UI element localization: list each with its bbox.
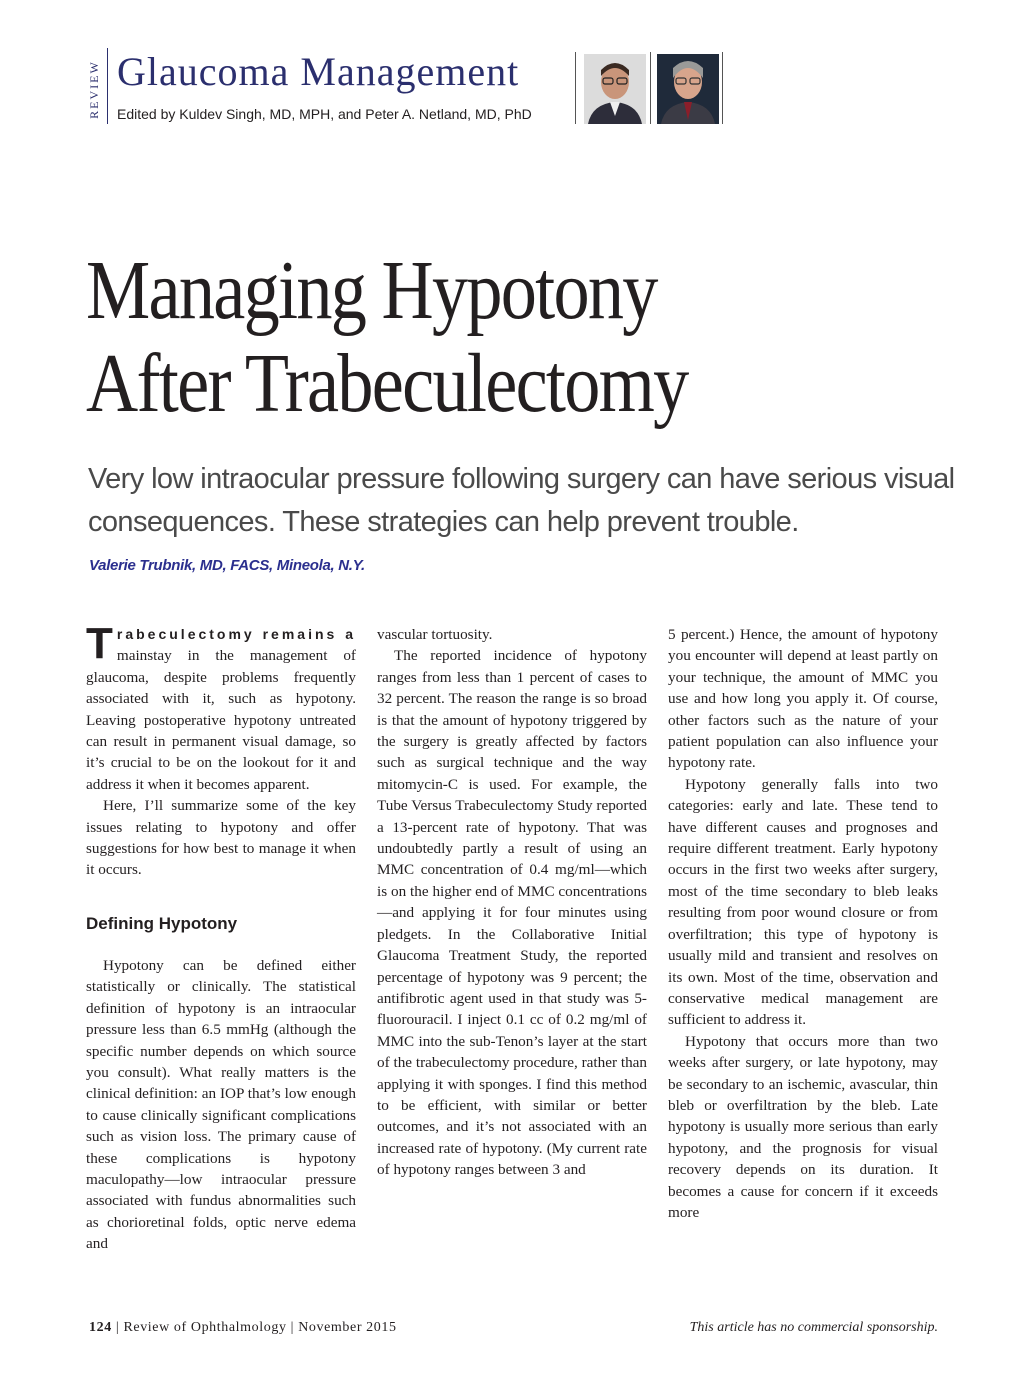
paragraph: Hypotony can be defined either statistically or clinically. The statistical definition of hypotony is an intraocular pressure less than 6.5 mmHg (although the specific number depends on which source you consult). What really matters is the clinical definition: an IOP that’s low enough to cause clinically significant complications such as vision loss. The primary cause of these complications is hypotony maculopathy—low intraocular pressure associated with fundus abnormalities such as chorioretinal folds, optic nerve edema and (86, 956, 356, 1253)
article-title-line2: After Trabeculectomy (86, 337, 688, 430)
publication-name: Review of Ophthalmology (123, 1320, 287, 1335)
article-byline: Valerie Trubnik, MD, FACS, Mineola, N.Y. (89, 557, 365, 574)
sponsorship-note: This article has no commercial sponsorship. (689, 1320, 938, 1335)
article-dek: Very low intraocular pressure following surgery can have serious visual consequences. These strategies can help prevent trouble. (88, 463, 955, 538)
section-title: Glaucoma Management (117, 49, 520, 94)
review-label (79, 44, 109, 134)
page-folio: 124 | Review of Ophthalmology | November 2015 (89, 1320, 397, 1335)
paragraph-text: mainstay in the management of glaucoma, despite problems frequently associated with it, such as hypotony. Leaving postoperative hypotony untreated can result in permanent visual damage, so it’s crucial to be on the lookout for it and address it when it becomes apparent. (86, 647, 356, 793)
body-column-2 (377, 624, 647, 1181)
paragraph: Here, I’ll summarize some of the key issues relating to hypotony and offer suggestions for how best to manage it when it occurs. (86, 797, 356, 879)
issue-date: November 2015 (298, 1320, 397, 1335)
photo-divider (575, 52, 576, 124)
paragraph: vascular tortuosity. (377, 626, 493, 643)
drop-cap: T (86, 619, 113, 668)
editor-photo-netland (657, 54, 719, 124)
article-title (86, 244, 843, 430)
body-column-1 (86, 619, 356, 1255)
paragraph: 5 percent.) Hence, the amount of hypotony you encounter will depend at least partly on your technique, the amount of MMC you use and how long you apply it. Of course, other factors such as the nature of your patient population can also influence your hypotony rate. (668, 626, 938, 772)
header-divider (107, 48, 108, 124)
paragraph: Hypotony generally falls into two categories: early and late. These tend to have different causes and prognoses and require different treatment. Early hypotony occurs in the first two weeks after surgery, most of the time secondary to bleb leaks resulting from poor wound closure or from overfiltration; this type of hypotony is usually mild and transient and resolves on its own. Most of the time, observation and conservative medical management are sufficient to address it. (668, 775, 938, 1029)
editors-credit: Edited by Kuldev Singh, MD, MPH, and Peter A. Netland, MD, PhD (117, 106, 532, 122)
body-column-3 (668, 624, 938, 1223)
photo-divider (722, 52, 723, 124)
article-title-line1: Managing Hypotony (86, 244, 657, 337)
subhead-defining-hypotony: Defining Hypotony (86, 913, 238, 933)
review-label-text: REVIEW (86, 59, 101, 119)
editor-photo-singh (584, 54, 646, 124)
paragraph (86, 619, 356, 795)
page-number: 124 (89, 1320, 112, 1335)
photo-divider (650, 52, 651, 124)
lead-in: rabeculectomy remains a (116, 626, 356, 642)
paragraph: The reported incidence of hypotony ranges from less than 1 percent of cases to 32 percent. The reason the range is so broad is that the amount of hypotony triggered by the surgery is greatly affected by factors such as surgical technique and the way mitomycin-C is used. For example, the Tube Versus Trabeculectomy Study reported a 13-percent rate of hypotony. That was undoubtedly partly a result of using an MMC concentration of 0.4 mg/ml—which is on the higher end of MMC concentrations—and applying it for four minutes using pledgets. In the Collaborative Initial Glaucoma Treatment Study, the reported percentage of hypotony was 9 percent; the antifibrotic agent used in that study was 5-fluorouracil. I inject 0.1 cc of 0.2 mg/ml of MMC into the sub-Tenon’s layer at the start of the trabeculectomy procedure, rather than applying it with sponges. I find this method to be efficient, with similar or better outcomes, and it’s not associated with an increased rate of hypotony. (My current rate of hypotony ranges between 3 and (377, 647, 647, 1179)
paragraph: Hypotony that occurs more than two weeks after surgery, or late hypotony, may be secondary to an ischemic, avascular, thin bleb or overfiltration by the bleb. Late hypotony is usually more serious than early hypotony, and the prognosis for visual recovery depends on its duration. It becomes a cause for concern if it exceeds more (668, 1032, 938, 1221)
